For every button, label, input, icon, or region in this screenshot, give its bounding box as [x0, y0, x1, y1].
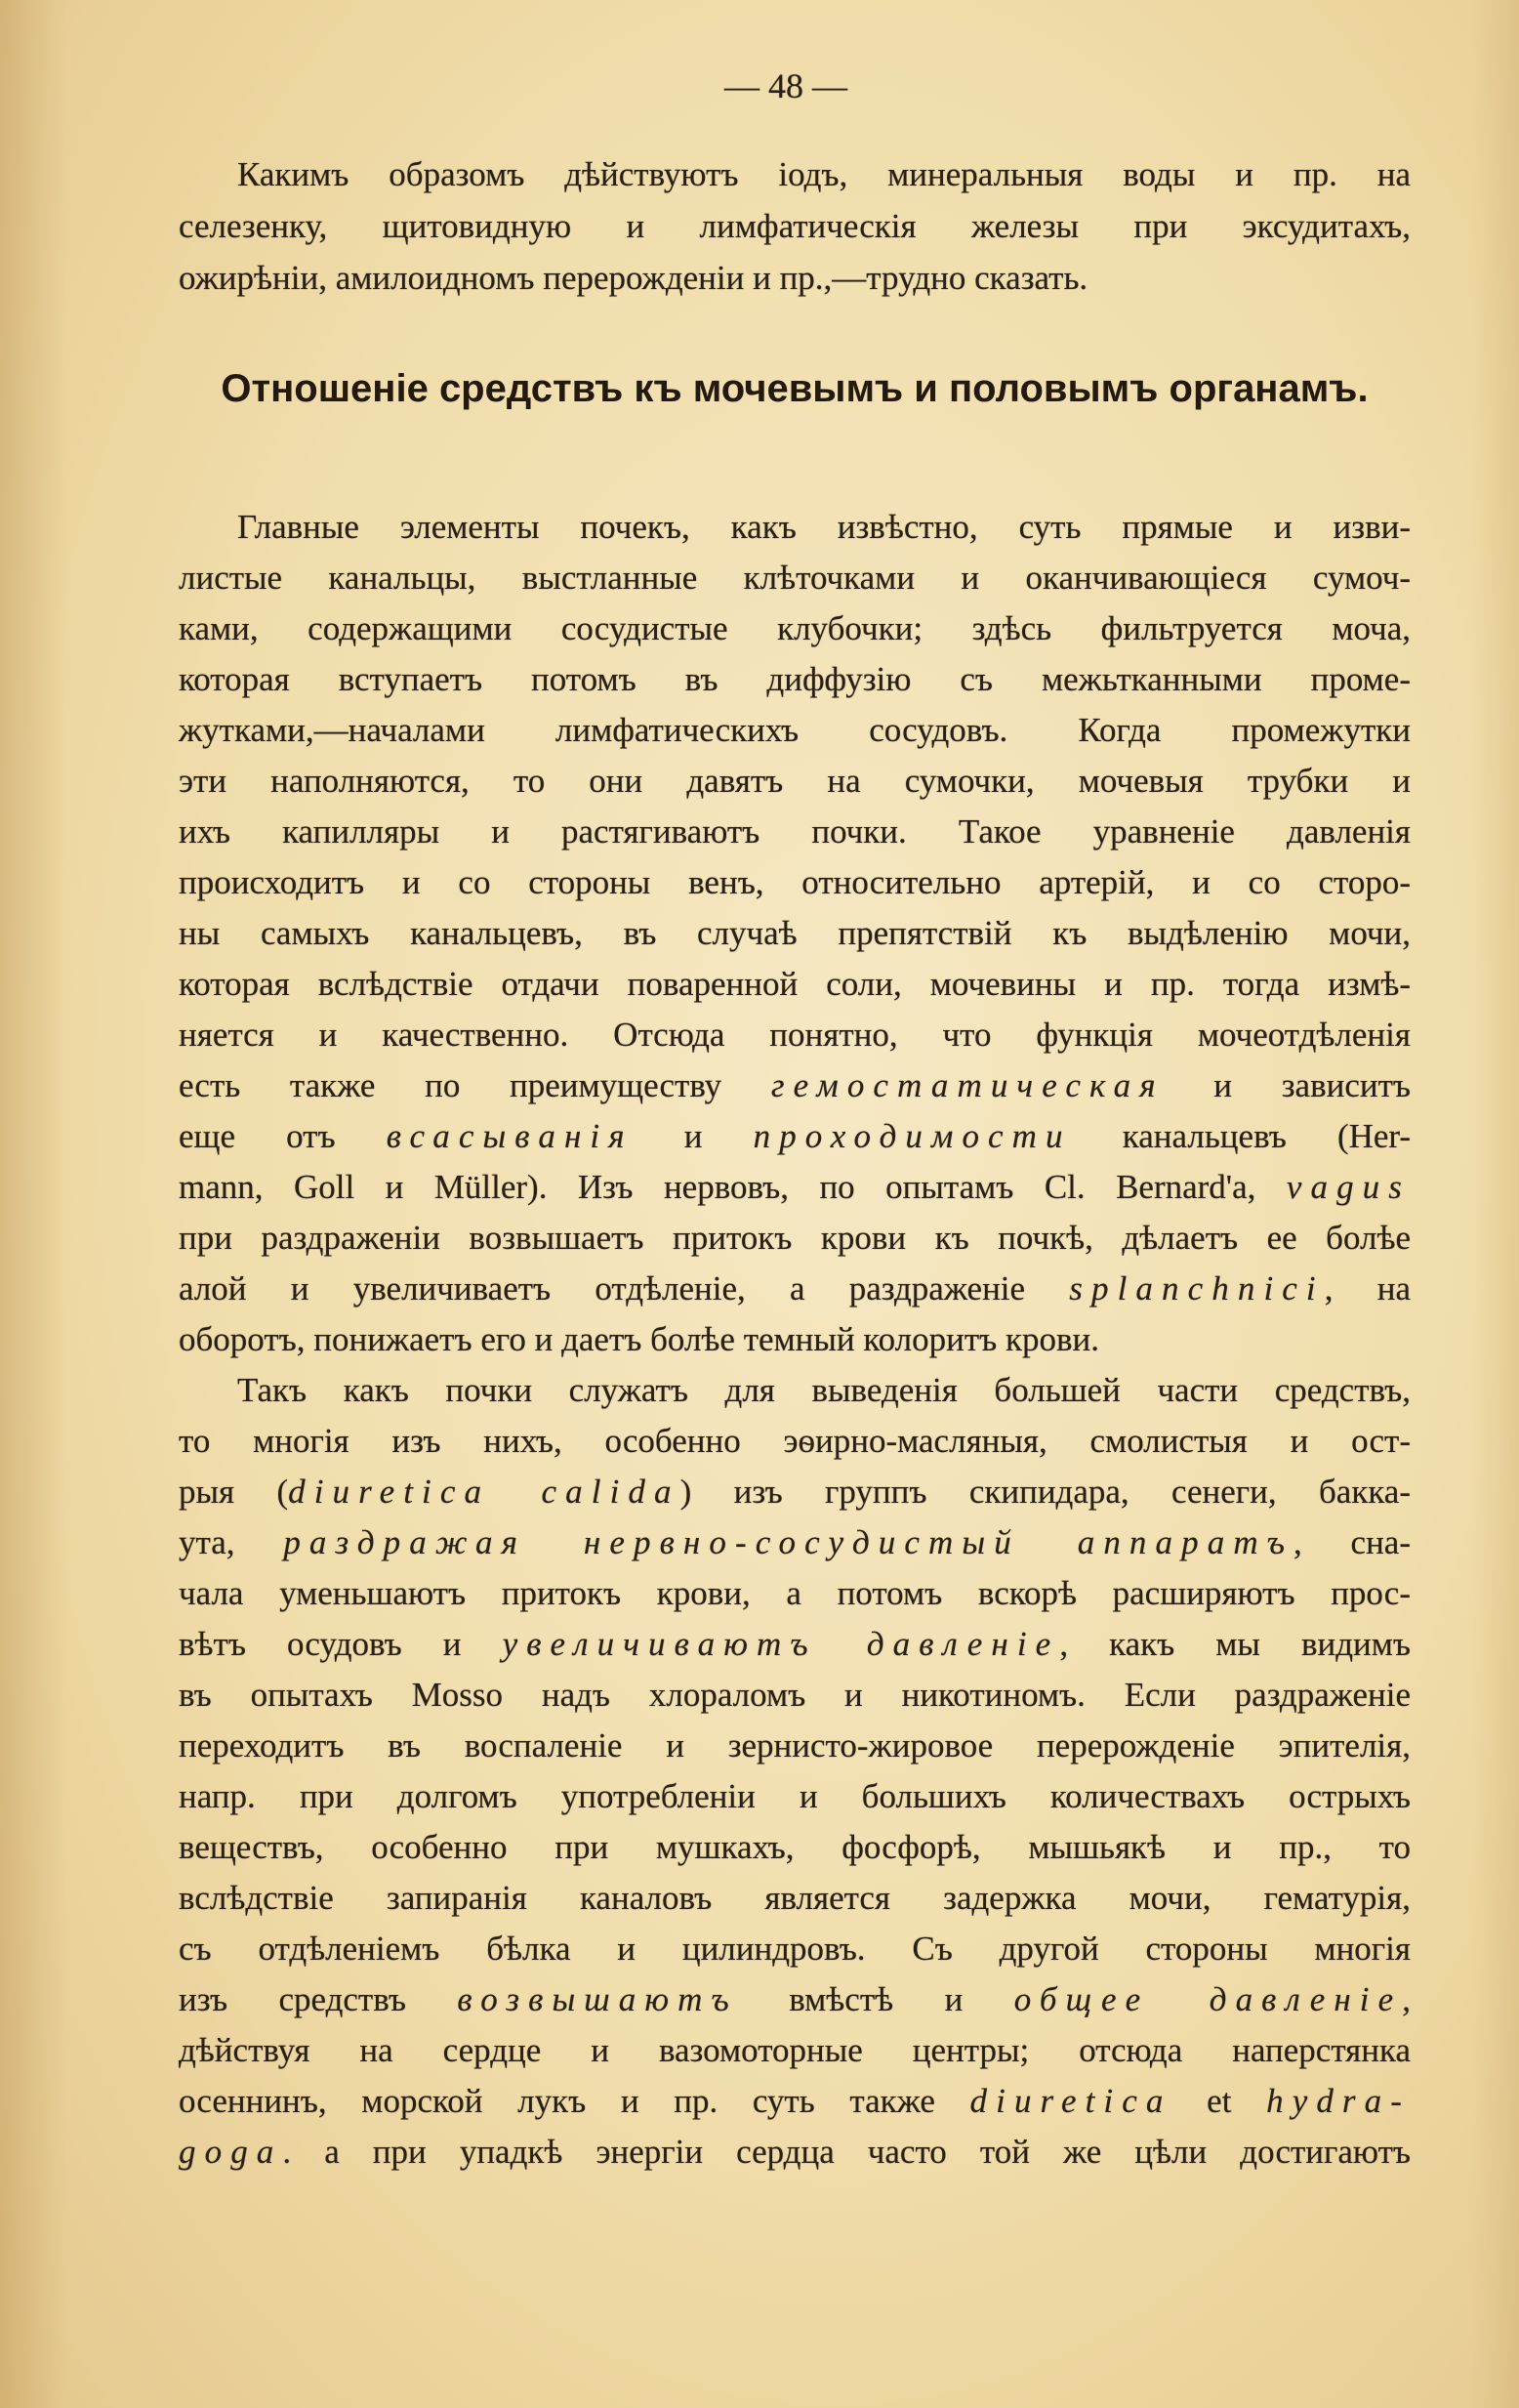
- text-line: [179, 148, 1411, 200]
- text-segment: . а при упадкѣ энергіи сердца часто той же цѣли достигаютъ: [282, 2133, 1411, 2171]
- text-segment: еще отъ: [179, 1117, 387, 1155]
- emphasis-segment: возвышаютъ: [457, 1980, 738, 2018]
- text-line: [179, 756, 1411, 807]
- text-segment: ихъ капилляры и растягиваютъ почки. Такое уравненіе давленія: [179, 812, 1411, 851]
- text-line: [179, 1111, 1411, 1162]
- text-line: [179, 857, 1411, 908]
- text-line: [179, 1670, 1411, 1721]
- emphasis-segment: всасыванія: [386, 1117, 634, 1155]
- text-segment: переходитъ въ воспаленіе и зернисто-жировое перерожденіе эпителія,: [179, 1726, 1411, 1764]
- text-segment: вѣтъ осудовъ и: [179, 1625, 503, 1663]
- text-segment: которая вступаетъ потомъ въ диффузію съ межьтканными проме-: [179, 660, 1411, 698]
- text-segment: mann, Goll и Müller). Изъ нервовъ, по опытамъ Cl. Bernard'a,: [179, 1168, 1287, 1206]
- text-line: [179, 1924, 1411, 1974]
- text-line: [179, 1822, 1411, 1873]
- text-line: [179, 2076, 1411, 2127]
- text-segment: , сна-: [1293, 1523, 1411, 1561]
- text-segment: , какъ мы видимъ: [1059, 1625, 1411, 1663]
- text-segment: няется и качественно. Отсюда понятно, что функція мочеотдѣленія: [179, 1016, 1411, 1054]
- text-segment: , на: [1324, 1269, 1411, 1308]
- emphasis-segment: diuretica: [969, 2082, 1172, 2120]
- text-segment: въ опытахъ Mosso надъ хлораломъ и никотиномъ. Если раздраженіе: [179, 1676, 1411, 1714]
- text-segment: ,: [1402, 1980, 1412, 2018]
- text-segment: et: [1171, 2082, 1267, 2120]
- text-segment: происходитъ и со стороны венъ, относительно артерій, и со сторо-: [179, 863, 1411, 901]
- emphasis-segment: общее давленіе: [1013, 1980, 1403, 2018]
- text-line: [179, 1568, 1411, 1619]
- section-heading: Отношеніе средствъ къ мочевымъ и половымъ органамъ.: [221, 367, 1369, 410]
- text-segment: ) изъ группъ скипидара, сенеги, бакка-: [679, 1473, 1411, 1511]
- text-line: [179, 959, 1411, 1010]
- text-segment: алой и увеличиваетъ отдѣленіе, а раздраженіе: [179, 1269, 1070, 1308]
- text-segment: и: [633, 1117, 754, 1155]
- text-segment: канальцевъ (Her-: [1071, 1117, 1412, 1155]
- text-line: [179, 1771, 1411, 1822]
- text-line: [179, 1060, 1411, 1111]
- emphasis-segment: hydra-: [1266, 2082, 1412, 2120]
- text-segment: изъ средствъ: [179, 1980, 458, 2018]
- text-segment: дѣйствуя на сердце и вазомоторные центры; отсюда наперстянка: [179, 2031, 1411, 2069]
- text-segment: Такъ какъ почки служатъ для выведенія большей части средствъ,: [237, 1371, 1411, 1409]
- text-line: [179, 2127, 1411, 2178]
- text-segment: съ отдѣленіемъ бѣлка и цилиндровъ. Съ другой стороны многія: [179, 1930, 1411, 1968]
- text-segment: осеннинъ, морской лукъ и пр. суть также: [179, 2082, 970, 2120]
- text-segment: ками, содержащими сосудистые клубочки; здѣсь фильтруется моча,: [179, 609, 1411, 647]
- emphasis-segment: гемостатическая: [770, 1066, 1165, 1104]
- paragraph-1: [179, 148, 1411, 304]
- text-line: [179, 908, 1411, 959]
- text-line: [179, 1873, 1411, 1924]
- text-segment: жутками,—началами лимфатическихъ сосудовъ. Когда промежутки: [179, 711, 1411, 749]
- text-segment: ны самыхъ канальцевъ, въ случаѣ препятствій къ выдѣленію мочи,: [179, 914, 1411, 952]
- text-line: [179, 1314, 1411, 1365]
- emphasis-segment: проходимости: [753, 1117, 1072, 1155]
- text-segment: рыя (: [179, 1473, 289, 1511]
- text-segment: есть также по преимуществу: [179, 1066, 771, 1104]
- text-line: [179, 2025, 1411, 2076]
- text-line: [179, 252, 1411, 304]
- text-line: [179, 1162, 1411, 1213]
- text-line: [179, 553, 1411, 603]
- text-segment: эти наполняются, то они давятъ на сумочки, мочевыя трубки и: [179, 762, 1411, 800]
- text-segment: ута,: [179, 1523, 284, 1561]
- text-line: [179, 1264, 1411, 1314]
- text-line: [179, 1974, 1411, 2025]
- text-segment: Главные элементы почекъ, какъ извѣстно, суть прямые и изви-: [237, 508, 1411, 546]
- text-segment: напр. при долгомъ употребленіи и большихъ количествахъ острыхъ: [179, 1777, 1411, 1815]
- emphasis-segment: раздражая нервно-сосудистый аппаратъ: [283, 1523, 1293, 1561]
- text-segment: при раздраженіи возвышаетъ притокъ крови къ почкѣ, дѣлаетъ ее болѣе: [179, 1219, 1411, 1257]
- text-line: [179, 200, 1411, 252]
- emphasis-segment: vagus: [1286, 1168, 1411, 1206]
- text-segment: Какимъ образомъ дѣйствуютъ іодъ, минеральныя воды и пр. на: [237, 155, 1411, 193]
- text-line: [179, 603, 1411, 654]
- text-line: [179, 502, 1411, 553]
- page-number: — 48 —: [724, 66, 847, 105]
- text-segment: которая вслѣдствіе отдачи поваренной соли, мочевины и пр. тогда измѣ-: [179, 965, 1411, 1003]
- text-line: [179, 1365, 1411, 1416]
- text-line: [179, 705, 1411, 756]
- emphasis-segment: goga: [179, 2133, 283, 2171]
- text-line: [179, 654, 1411, 705]
- text-line: [179, 1213, 1411, 1264]
- text-segment: оборотъ, понижаетъ его и даетъ болѣе темный колоритъ крови.: [179, 1320, 1100, 1358]
- text-segment: то многія изъ нихъ, особенно эѳирно-масляныя, смолистыя и ост-: [179, 1422, 1411, 1460]
- body-text: [179, 502, 1411, 2178]
- text-segment: и зависитъ: [1164, 1066, 1411, 1104]
- text-segment: листые канальцы, выстланные клѣточками и оканчивающіеся сумоч-: [179, 559, 1411, 597]
- text-line: [179, 1010, 1411, 1060]
- text-segment: вмѣстѣ и: [737, 1980, 1014, 2018]
- text-segment: чала уменьшаютъ притокъ крови, а потомъ вскорѣ расширяютъ прос-: [179, 1574, 1411, 1612]
- text-segment: селезенку, щитовидную и лимфатическія железы при эксудитахъ,: [179, 207, 1411, 245]
- text-segment: ожирѣніи, амилоидномъ перерожденіи и пр.,—трудно сказать.: [179, 259, 1088, 297]
- text-segment: вслѣдствіе запиранія каналовъ является задержка мочи, гематурія,: [179, 1879, 1411, 1917]
- text-line: [179, 1467, 1411, 1517]
- text-line: [179, 1416, 1411, 1467]
- text-line: [179, 1517, 1411, 1568]
- emphasis-segment: diuretica calida: [288, 1473, 680, 1511]
- text-line: [179, 1721, 1411, 1771]
- emphasis-segment: увеличиваютъ давленіе: [502, 1625, 1060, 1663]
- text-segment: веществъ, особенно при мушкахъ, фосфорѣ, мышьякѣ и пр., то: [179, 1828, 1411, 1866]
- text-line: [179, 807, 1411, 857]
- text-line: [179, 1619, 1411, 1670]
- emphasis-segment: splanchnici: [1069, 1269, 1325, 1308]
